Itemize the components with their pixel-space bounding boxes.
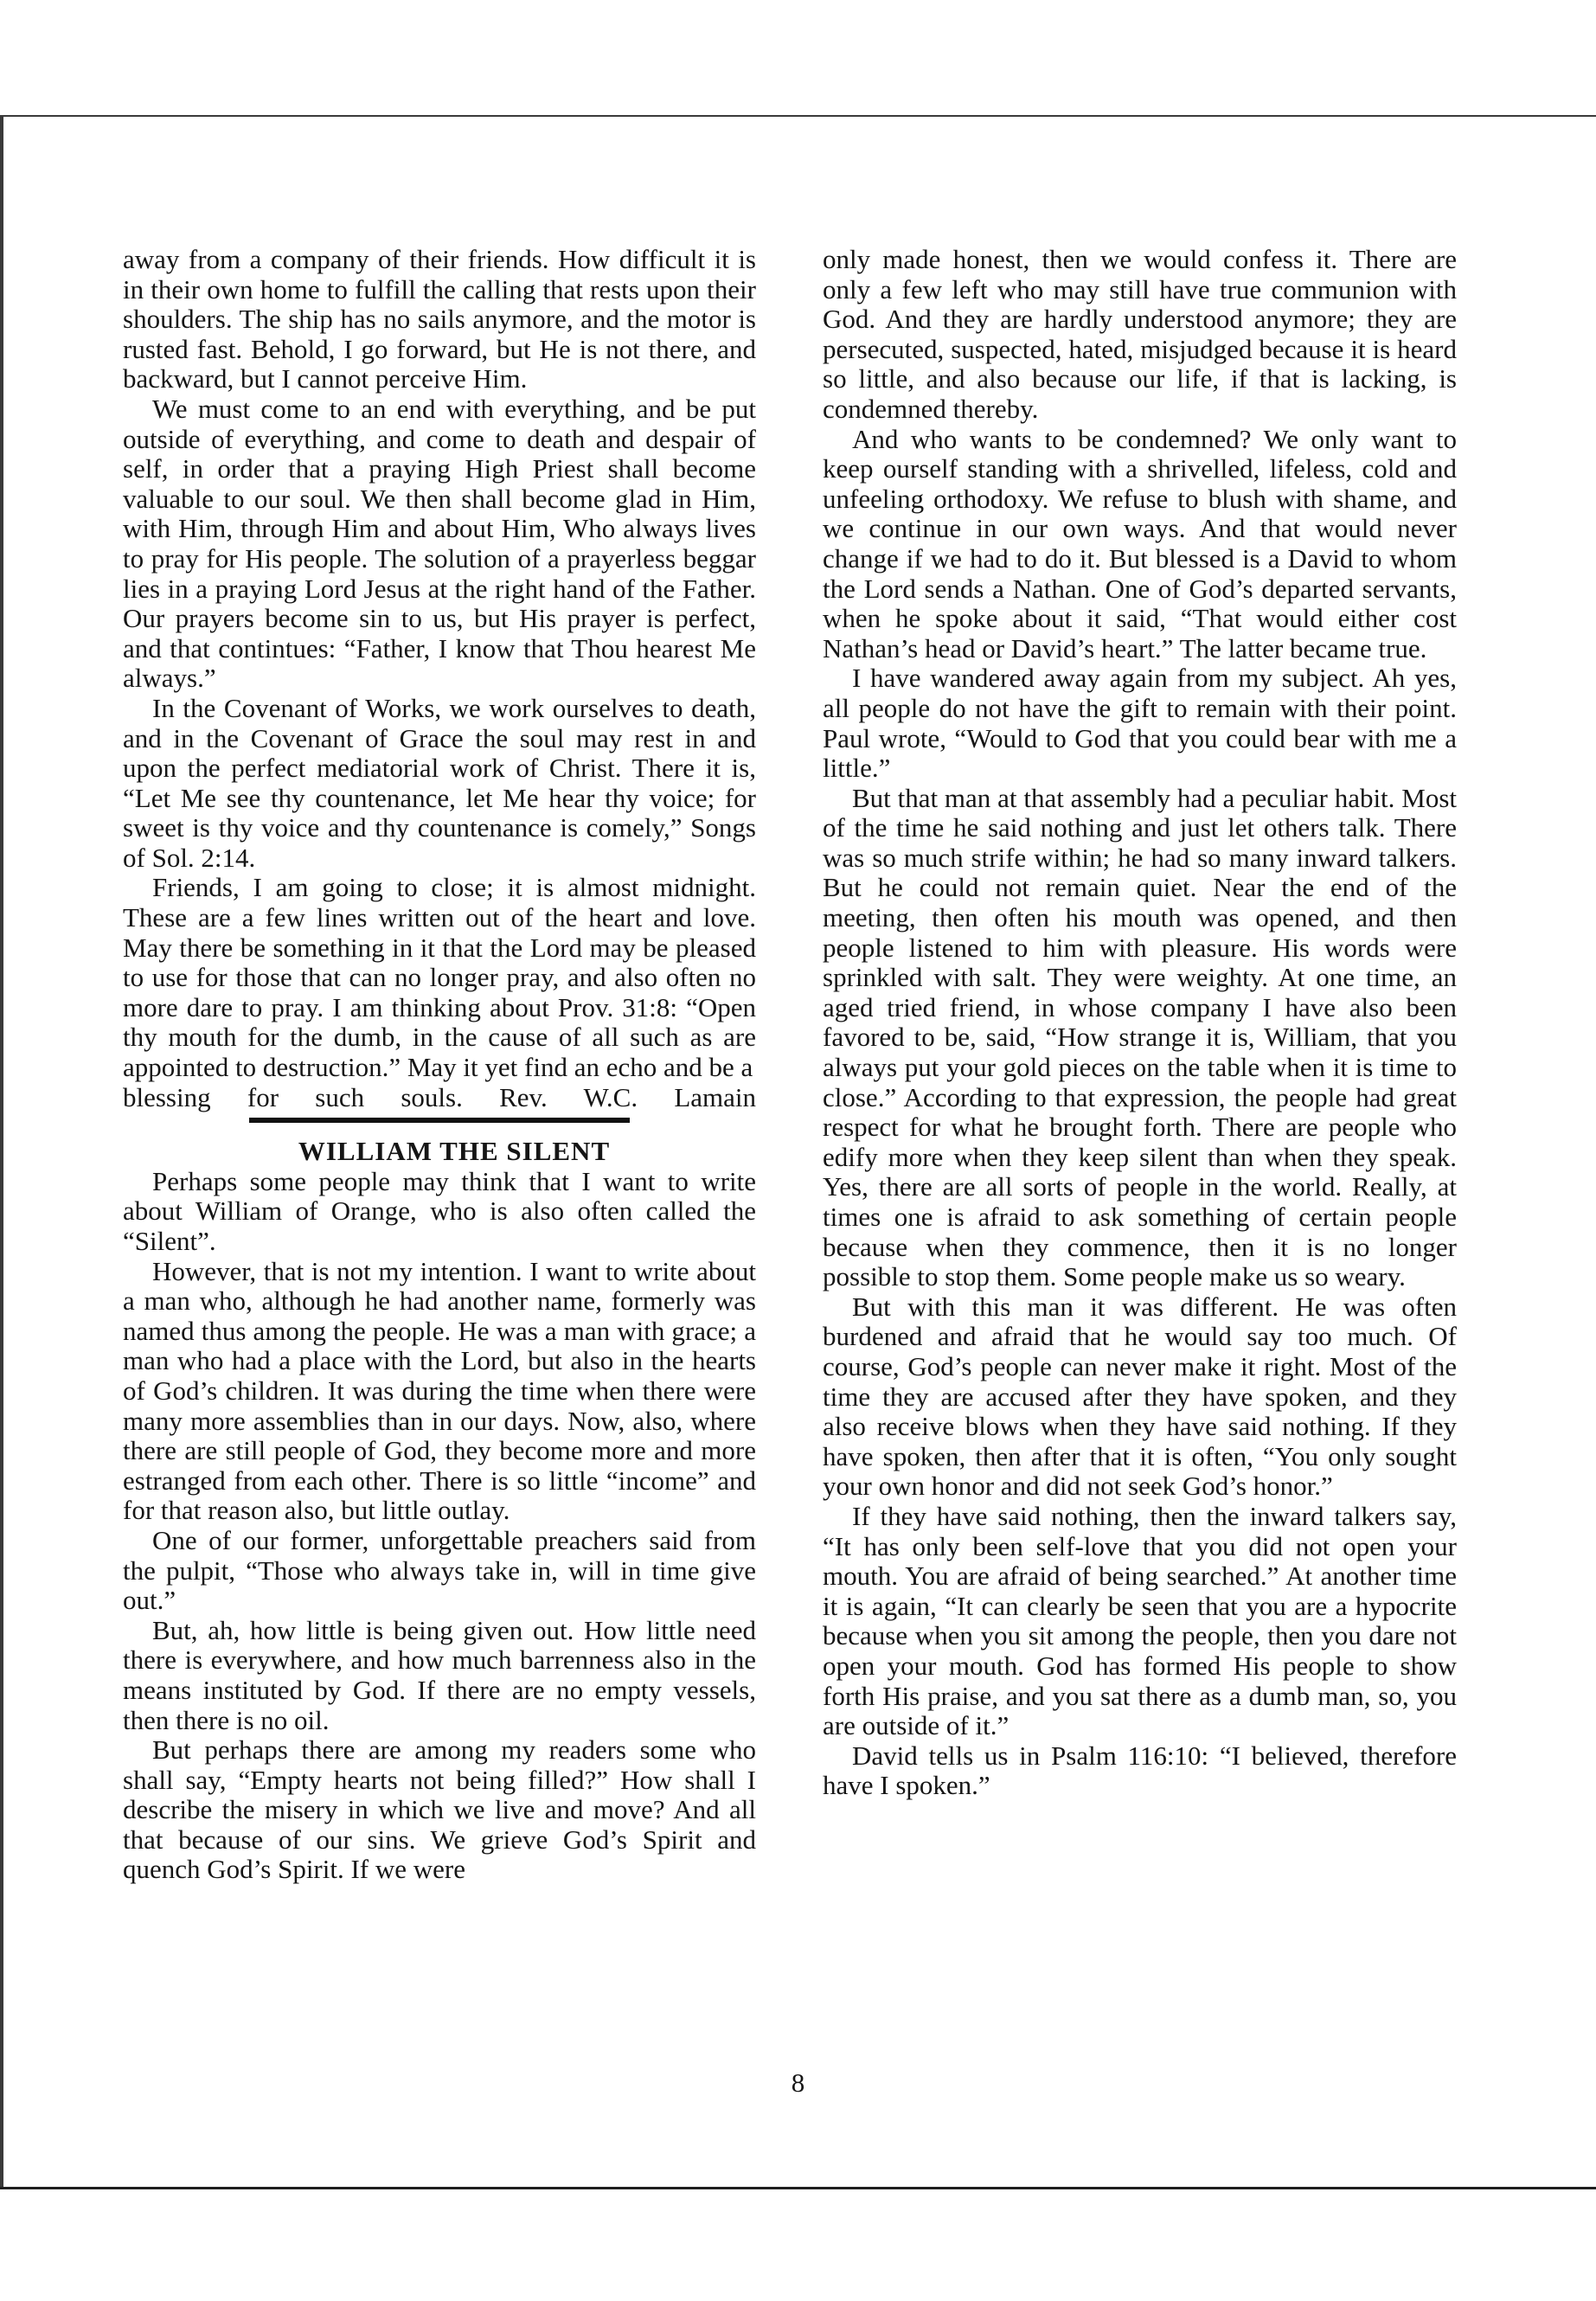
paragraph: only made honest, then we would confess it. There are only a few left who may still have true communion with God. And they are hardly understood anymore; they are persecuted, suspected, hated, misjudged because it is heard so little, and also because our life, if that is lacking, is condemned thereby.: [823, 244, 1457, 424]
paragraph: However, that is not my intention. I want to write about a man who, although he had another name, formerly was named thus among the people. He was a man with grace; a man who had a place with the Lord, but also in the hearts of God’s children. It was during the time when there were many more assemblies than in our days. Now, also, where there are still people of God, they become more and more estranged from each other. There is so little “income” and for that reason also, but little outlay.: [123, 1255, 756, 1526]
section-divider: [249, 1118, 630, 1123]
paragraph: But, ah, how little is being given out. How little need there is everywhere, and how much barrenness also in the means instituted by God. If there are no empty vessels, then there is no oil.: [123, 1614, 756, 1735]
paragraph: If they have said nothing, then the inward talkers say, “It has only been self-love that you did not open your mouth. You are afraid of being searched.” At another time it is again, “It can clearly be seen that you are a hypocrite because when you sit among the people, then you dare not open your mouth. God has formed His people to show forth His praise, and you sat there as a dumb man, so, you are outside of it.”: [823, 1500, 1457, 1741]
paragraph: And who wants to be condemned? We only want to keep ourself standing with a shrivelled, lifeless, cold and unfeeling orthodoxy. We refuse to blush with shame, and we continue in our own ways. And that would never change if we had to do it. But blessed is a David to whom the Lord sends a Nathan. One of God’s departed servants, when he spoke about it said, “That would either cost Nathan’s head or David’s heart.” The latter became true.: [823, 423, 1457, 663]
paragraph: I have wandered away again from my subject. Ah yes, all people do not have the gift to remain with their point. Paul wrote, “Would to God that you could bear with me a little.”: [823, 663, 1457, 784]
paragraph: In the Covenant of Works, we work ourselves to death, and in the Covenant of Grace the soul may rest in and upon the perfect mediatorial work of Christ. There it is, “Let Me see thy countenance, let Me hear thy voice; for sweet is thy voice and thy countenance is comely,” Songs of Sol. 2:14.: [123, 692, 756, 873]
signoff: [123, 1083, 756, 1113]
signoff-text: blessing for such souls.: [123, 1081, 463, 1112]
paragraph: One of our former, unforgettable preachers said from the pulpit, “Those who always take in, will in time give out.”: [123, 1524, 756, 1616]
scan-bottom-margin: [0, 2187, 1596, 2301]
page-number: 8: [791, 2067, 805, 2098]
paragraph: David tells us in Psalm 116:10: “I believed, therefore have I spoken.”: [823, 1740, 1457, 1801]
paragraph: We must come to an end with everything, and be put outside of everything, and come to death and despair of self, in order that a praying High Priest shall become valuable to our soul. We then shall become glad in Him, with Him, through Him and about Him, Who always lives to pray for His people. The solution of a prayerless beggar lies in a praying Lord Jesus at the right hand of the Father. Our prayers become sin to us, but His prayer is perfect, and that contintues: “Father, I know that Thou hearest Me always.”: [123, 393, 756, 694]
article-heading: WILLIAM THE SILENT: [298, 1136, 611, 1167]
left-column: [123, 245, 756, 1885]
paragraph: But with this man it was different. He was often burdened and afraid that he would say too much. Of course, God’s people can never make it right. Most of the time they are accused after they have spoken, and they also receive blows when they have said nothing. If they have spoken, then after that it is often, “You only sought your own honor and did not seek God’s honor.”: [823, 1291, 1457, 1502]
paragraph: But perhaps there are among my readers some who shall say, “Empty hearts not being filled?” How shall I describe the misery in which we live and move? And all that because of our sins. We grieve God’s Spirit and quench God’s Spirit. If we were: [123, 1734, 756, 1885]
scan-left-edge: [0, 115, 3, 2187]
scan-top-margin: [0, 0, 1596, 117]
paragraph: But that man at that assembly had a peculiar habit. Most of the time he said nothing and just let others talk. There was so much strife within; he had so many inward talkers. But he could not remain quiet. Near the end of the meeting, then often his mouth was opened, and then people listened to him with pleasure. His words were sprinkled with salt. They were weighty. At one time, an aged tried friend, in whose company I have also been favored to be, said, “How strange it is, William, that you always put your gold pieces on the table when it is time to close.” According to that expression, the people had great respect for what he brought forth. There are people who edify more when they keep silent than when they speak. Yes, there are all sorts of people in the world. Really, at times one is afraid to ask something of certain people because when they commence, then it is no longer possible to stop them. Some people make us so weary.: [823, 782, 1457, 1292]
right-column: [823, 245, 1457, 1801]
paragraph: Perhaps some people may think that I want to write about William of Orange, who is also often called the “Silent”.: [123, 1165, 756, 1256]
paragraph: Friends, I am going to close; it is almost midnight. These are a few lines written out of the heart and love. May there be something in it that the Lord may be pleased to use for those that can no longer pray, and also often no more dare to pray. I am thinking about Prov. 31:8: “Open thy mouth for the dumb, in the cause of all such as are appointed to destruction.” May it yet find an echo and be a: [123, 872, 756, 1083]
paragraph: away from a company of their friends. How difficult it is in their own home to fulfill the calling that rests upon their shoulders. The ship has no sails anymore, and the motor is rusted fast. Behold, I go forward, but He is not there, and backward, but I cannot perceive Him.: [123, 244, 756, 394]
signoff-author: Rev. W.C. Lamain: [499, 1081, 757, 1112]
